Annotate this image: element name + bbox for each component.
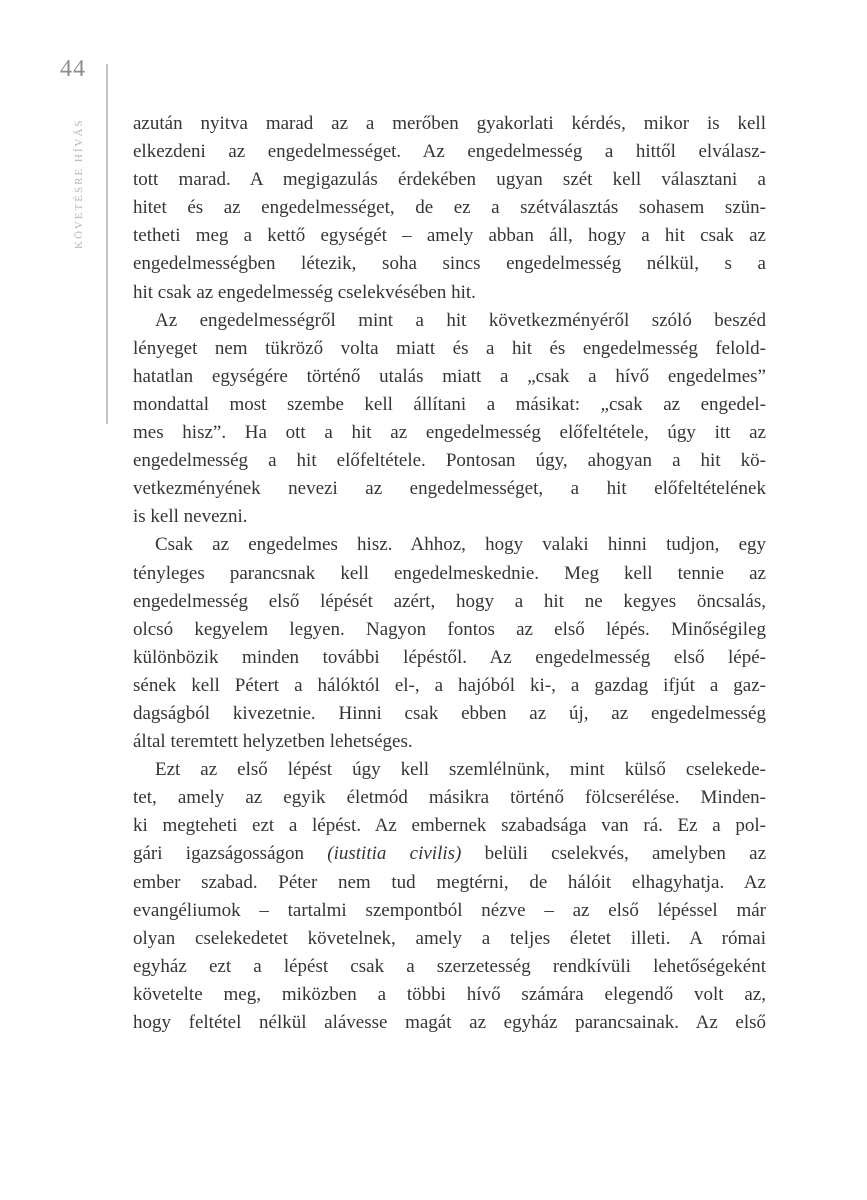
text-line: azután nyitva marad az a merőben gyakorlati kérdés, mikor is kell xyxy=(133,113,766,134)
text-line: követelte meg, miközben a többi hívő számára elegendő volt az, xyxy=(133,983,766,1005)
text-line: engedelmesség első lépését azért, hogy a hit ne kegyes öncsalás, xyxy=(133,590,766,612)
text-line: hatatlan egységére történő utalás miatt a „csak a hívő engedelmes” xyxy=(133,365,766,387)
text-line: sének kell Pétert a hálóktól el-, a hajóból ki-, a gazdag ifjút a gaz- xyxy=(133,674,766,696)
text-line: vetkezményének nevezi az engedelmességet, a hit előfeltételének xyxy=(133,478,766,500)
margin-caption: KÖVETÉSRE HÍVÁS xyxy=(73,118,85,249)
margin-rule-divider xyxy=(106,64,108,424)
text-line: Csak az engedelmes hisz. Ahhoz, hogy valaki hinni tudjon, egy xyxy=(155,534,766,556)
text-line: egyház ezt a lépést csak a szerzetesség rendkívüli lehetőségeként xyxy=(133,955,766,977)
text-line: lényeget nem tükröző volta miatt és a hit és engedelmesség felold- xyxy=(133,337,766,359)
text-line: engedelmesség a hit előfeltétele. Pontosan úgy, ahogyan a hit kö- xyxy=(133,450,766,472)
text-line: mes hisz”. Ha ott a hit az engedelmesség előfeltétele, úgy itt az xyxy=(133,422,766,444)
text-line: mondattal most szembe kell állítani a másikat: „csak az engedel- xyxy=(133,393,766,415)
text-line: olcsó kegyelem legyen. Nagyon fontos az első lépés. Minőségileg xyxy=(133,618,766,640)
page-number: 44 xyxy=(60,56,86,82)
text-line: engedelmességben létezik, soha sincs engedelmesség nélkül, s a xyxy=(133,253,766,275)
text-line: tet, amely az egyik életmód másikra történő fölcserélése. Minden- xyxy=(133,787,766,809)
text-line: olyan cselekedetet követelnek, amely a teljes életet illeti. A római xyxy=(133,927,766,949)
text-line: tényleges parancsnak kell engedelmeskednie. Meg kell tennie az xyxy=(133,562,766,584)
text-line: dagságból kivezetnie. Hinni csak ebben az új, az engedelmesség xyxy=(133,702,766,724)
text-line: hogy feltétel nélkül alávesse magát az egyház parancsainak. Az első xyxy=(133,1012,766,1033)
text-line: evangéliumok – tartalmi szempontból nézve – az első lépéssel már xyxy=(133,899,766,921)
text-line: gári igazságosságon (iustitia civilis) belüli cselekvés, amelyben az xyxy=(133,843,766,865)
text-line: is kell nevezni. xyxy=(133,506,248,528)
text-column xyxy=(133,110,766,1037)
text-line: hit csak az engedelmesség cselekvésében hit. xyxy=(133,281,476,303)
text-line: Az engedelmességről mint a hit következményéről szóló beszéd xyxy=(155,309,766,331)
text-line: különbözik minden további lépéstől. Az engedelmesség első lépé- xyxy=(133,646,766,668)
text-line: ember szabad. Péter nem tud megtérni, de hálóit elhagyhatja. Az xyxy=(133,871,766,893)
text-line: hitet és az engedelmességet, de ez a szétválasztás sohasem szün- xyxy=(133,197,766,219)
text-line: tott marad. A megigazulás érdekében ugyan szét kell választani a xyxy=(133,169,766,191)
text-line: tetheti meg a kettő egységét – amely abban áll, hogy a hit csak az xyxy=(133,225,766,247)
text-line: elkezdeni az engedelmességet. Az engedelmesség a hittől elválasz- xyxy=(133,141,766,163)
text-line: Ezt az első lépést úgy kell szemlélnünk, mint külső cselekede- xyxy=(155,759,766,781)
text-line: által teremtett helyzetben lehetséges. xyxy=(133,731,413,753)
text-line: ki megteheti ezt a lépést. Az embernek szabadsága van rá. Ez a pol- xyxy=(133,815,766,837)
